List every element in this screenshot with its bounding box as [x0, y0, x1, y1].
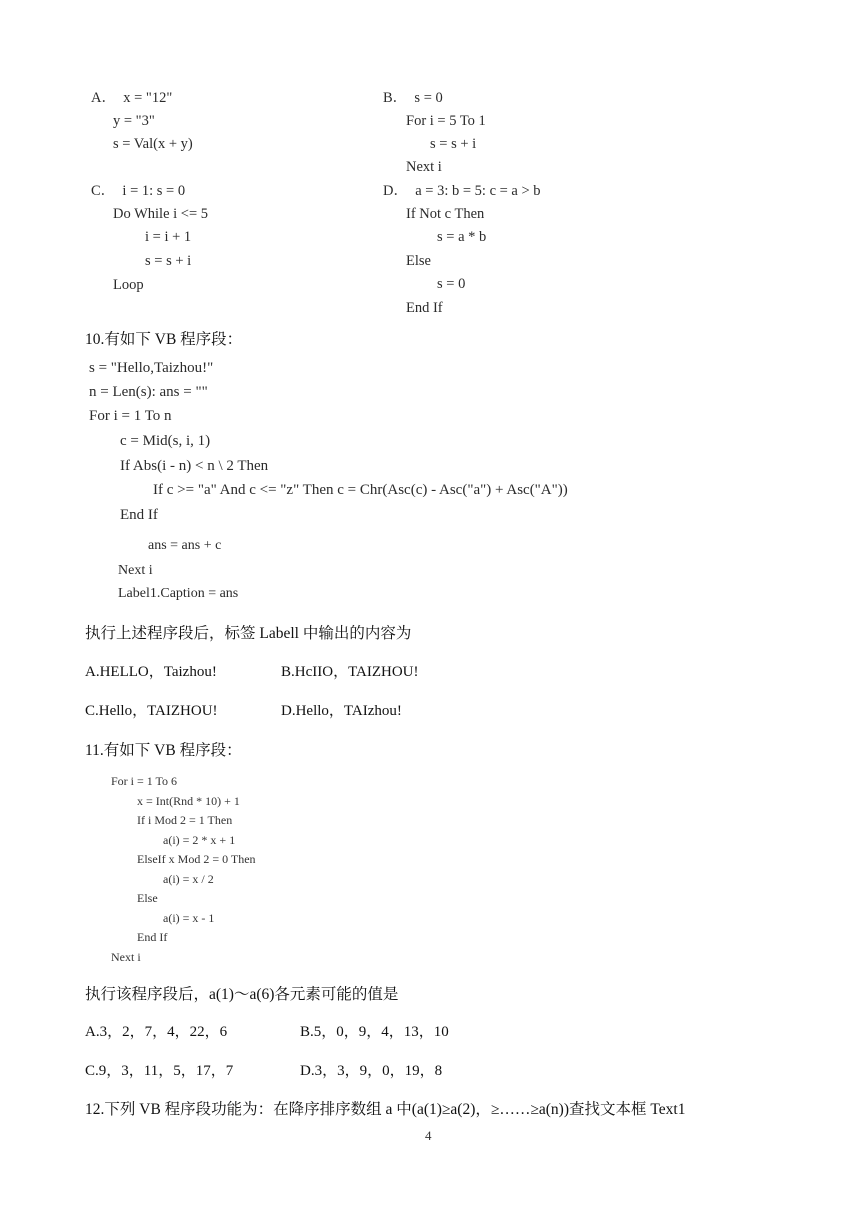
q9-c-line-2: Do While i <= 5: [113, 206, 209, 222]
q10-option-c: C.Hello，TAIZHOU!: [85, 703, 218, 719]
q10-stem: 10.有如下 VB 程序段：: [85, 331, 243, 348]
q11-code-line: If i Mod 2 = 1 Then: [137, 813, 233, 827]
q9-a-line-1: A． x = "12": [91, 90, 173, 106]
q11-code-line: a(i) = x - 1: [163, 911, 215, 925]
q10-code-line: End If: [120, 507, 158, 523]
q9-d-line-2: If Not c Then: [406, 206, 485, 222]
q11-option-c: C.9，3，11，5，17，7: [85, 1063, 234, 1079]
q11-stem: 11.有如下 VB 程序段：: [85, 742, 242, 759]
q10-option-d: D.Hello，TAIzhou!: [281, 703, 402, 719]
q10-code-line: s = "Hello,Taizhou!": [89, 360, 214, 376]
q11-code-line: ElseIf x Mod 2 = 0 Then: [137, 852, 256, 866]
q9-b-line-3: s = s + i: [430, 136, 477, 152]
q11-code-line: End If: [137, 930, 168, 944]
q11-code-line: a(i) = 2 * x + 1: [163, 833, 236, 847]
q9-a-line-3: s = Val(x + y): [113, 136, 193, 152]
q10-code-line: If Abs(i - n) < n \ 2 Then: [120, 458, 269, 474]
q11-option-b: B.5，0，9，4，13，10: [300, 1024, 449, 1040]
q10-code-line: n = Len(s): ans = "": [89, 384, 208, 400]
q12-stem: 12.下列 VB 程序段功能为：在降序排序数组 a 中(a(1)≥a(2)，≥……≥a(n))查找文本框 Text1: [85, 1101, 686, 1118]
q11-code-line: For i = 1 To 6: [111, 774, 178, 788]
page-number: 4: [425, 1128, 432, 1143]
q9-c-line-1: C． i = 1: s = 0: [91, 183, 186, 199]
q9-a-line-2: y = "3": [113, 113, 155, 129]
q9-c-line-5: Loop: [113, 277, 144, 293]
q9-d-line-5: s = 0: [437, 276, 466, 292]
q10-question: 执行上述程序段后，标签 Labell 中输出的内容为: [85, 625, 412, 642]
q11-option-d: D.3，3，9，0，19，8: [300, 1063, 443, 1079]
q9-b-line-4: Next i: [406, 159, 442, 175]
q11-code-line: Else: [137, 891, 158, 905]
q11-code-line: a(i) = x / 2: [163, 872, 214, 886]
q11-question: 执行该程序段后，a(1)～a(6)各元素可能的值是: [85, 986, 399, 1003]
q11-option-a: A.3，2，7，4，22，6: [85, 1024, 228, 1040]
q9-c-line-4: s = s + i: [145, 253, 192, 269]
q9-d-line-3: s = a * b: [437, 229, 487, 245]
q9-d-line-6: End If: [406, 300, 443, 316]
q9-b-line-1: B． s = 0: [383, 90, 443, 106]
q9-d-line-4: Else: [406, 253, 431, 269]
q10-code-line: If c >= "a" And c <= "z" Then c = Chr(Asc(c) - Asc("a") + Asc("A")): [153, 482, 568, 498]
q10-code-line: Next i: [118, 563, 153, 578]
q10-code-line: c = Mid(s, i, 1): [120, 433, 211, 449]
q10-code-line: For i = 1 To n: [89, 408, 172, 424]
q10-option-b: B.HcIIO，TAIZHOU!: [281, 664, 419, 680]
q10-code-line: Label1.Caption = ans: [118, 586, 239, 601]
q9-b-line-2: For i = 5 To 1: [406, 113, 486, 129]
q9-c-line-3: i = i + 1: [145, 229, 192, 245]
q10-option-a: A.HELLO，Taizhou!: [85, 664, 217, 680]
q11-code-line: Next i: [111, 950, 141, 964]
q9-d-line-1: D． a = 3: b = 5: c = a > b: [383, 183, 541, 199]
q10-code-line: ans = ans + c: [148, 538, 222, 553]
q11-code-line: x = Int(Rnd * 10) + 1: [137, 794, 240, 808]
